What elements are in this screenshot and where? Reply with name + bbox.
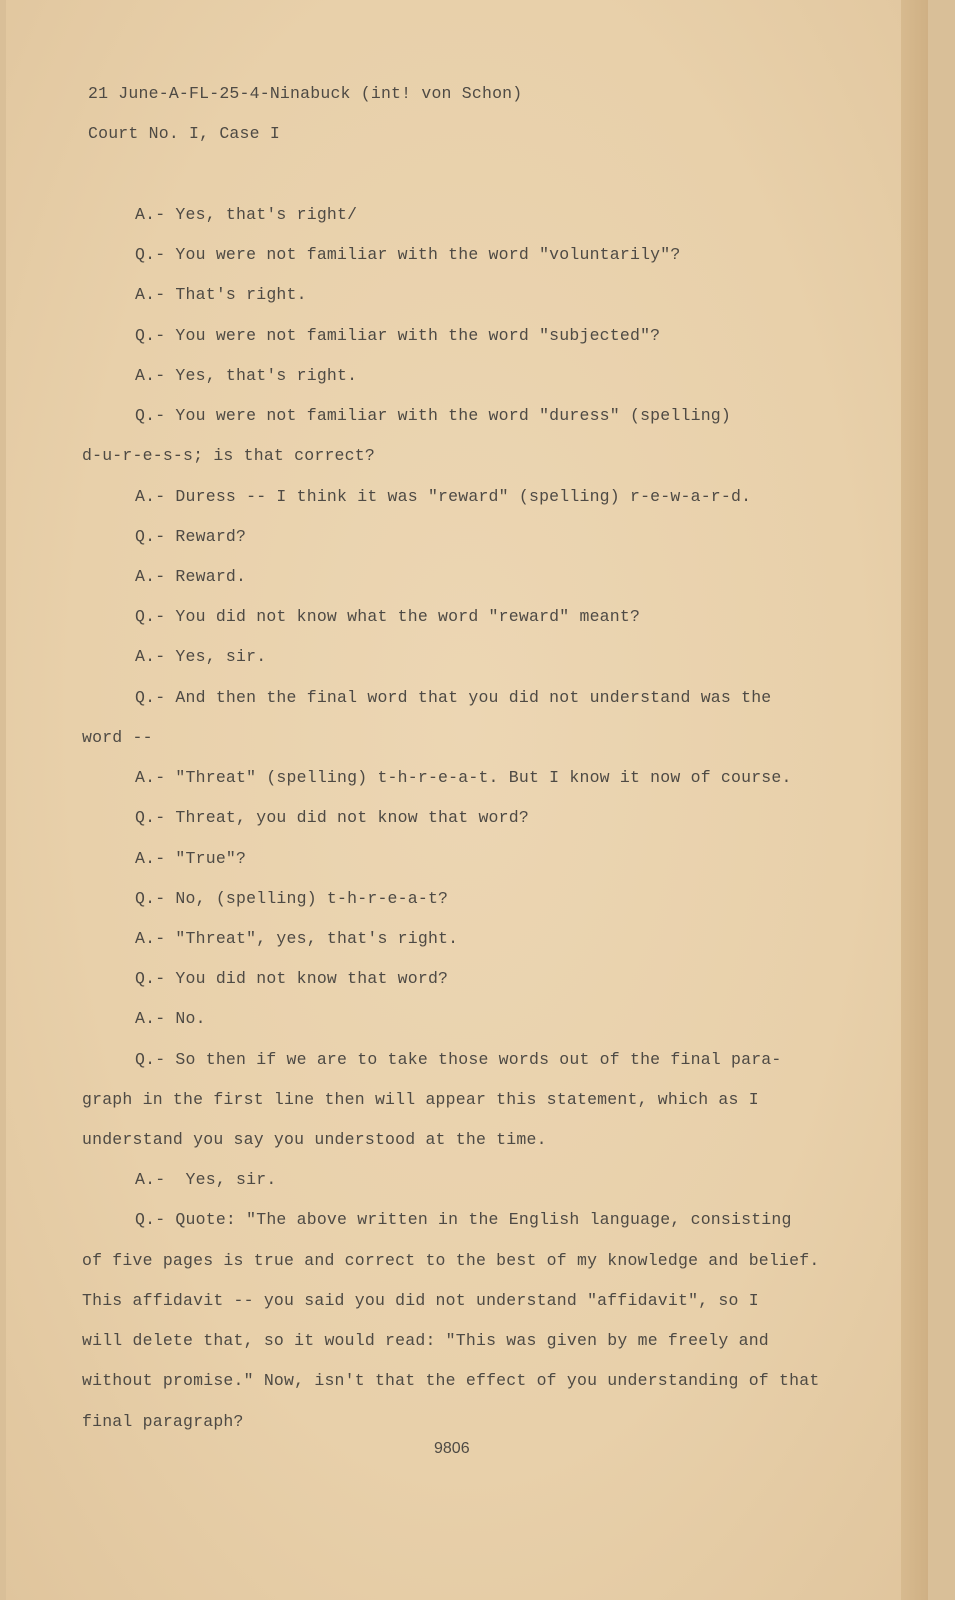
transcript-line: Q.- You did not know what the word "reward" meant?	[135, 607, 641, 627]
transcript-body	[82, 195, 819, 1442]
transcript-line: Q.- You were not familiar with the word "subjected"?	[135, 325, 661, 345]
transcript-line: A.- "Threat", yes, that's right.	[135, 928, 459, 948]
transcript-line: A.- Yes, sir.	[135, 1170, 277, 1190]
transcript-line: Q.- Reward?	[135, 526, 247, 546]
transcript-line: A.- "Threat" (spelling) t-h-r-e-a-t. But I know it now of course.	[135, 768, 792, 788]
transcript-line: Q.- So then if we are to take those words out of the final para-	[135, 1049, 782, 1069]
page-edge	[901, 0, 928, 1600]
transcript-line: Q.- No, (spelling) t-h-r-e-a-t?	[135, 888, 449, 908]
header-reference: 21 June-A-FL-25-4-Ninabuck (int! von Schon)	[88, 84, 523, 103]
transcript-line: This affidavit -- you said you did not understand "affidavit", so I	[82, 1290, 759, 1310]
transcript-line: Q.- You were not familiar with the word "duress" (spelling)	[135, 406, 731, 426]
transcript-line: A.- No.	[135, 1009, 206, 1029]
transcript-line: without promise." Now, isn't that the effect of you understanding of that	[82, 1371, 820, 1391]
transcript-line: understand you say you understood at the time.	[82, 1130, 547, 1150]
transcript-line: d-u-r-e-s-s; is that correct?	[82, 446, 375, 466]
page-number: 9806	[434, 1440, 470, 1457]
transcript-line: Q.- And then the final word that you did not understand was the	[135, 687, 772, 707]
transcript-line: Q.- Threat, you did not know that word?	[135, 808, 529, 828]
document-page	[6, 0, 928, 1600]
document-header	[88, 73, 522, 153]
transcript-line: A.- Reward.	[135, 566, 247, 586]
transcript-line: A.- Yes, that's right.	[135, 365, 358, 385]
transcript-line: Q.- Quote: "The above written in the English language, consisting	[135, 1210, 792, 1230]
transcript-line: A.- Duress -- I think it was "reward" (spelling) r-e-w-a-r-d.	[135, 486, 752, 506]
transcript-line: A.- That's right.	[135, 285, 307, 305]
transcript-line: Q.- You did not know that word?	[135, 969, 449, 989]
transcript-line: will delete that, so it would read: "This was given by me freely and	[82, 1331, 769, 1351]
transcript-line: A.- Yes, sir.	[135, 647, 267, 667]
transcript-line: final paragraph?	[82, 1411, 244, 1431]
transcript-line: graph in the first line then will appear this statement, which as I	[82, 1089, 759, 1109]
transcript-line: of five pages is true and correct to the best of my knowledge and belief.	[82, 1250, 820, 1270]
transcript-line: word --	[82, 727, 153, 747]
transcript-line: Q.- You were not familiar with the word "voluntarily"?	[135, 245, 681, 265]
header-court: Court No. I, Case I	[88, 124, 280, 144]
transcript-line: A.- "True"?	[135, 848, 247, 868]
transcript-line: A.- Yes, that's right/	[135, 205, 358, 224]
